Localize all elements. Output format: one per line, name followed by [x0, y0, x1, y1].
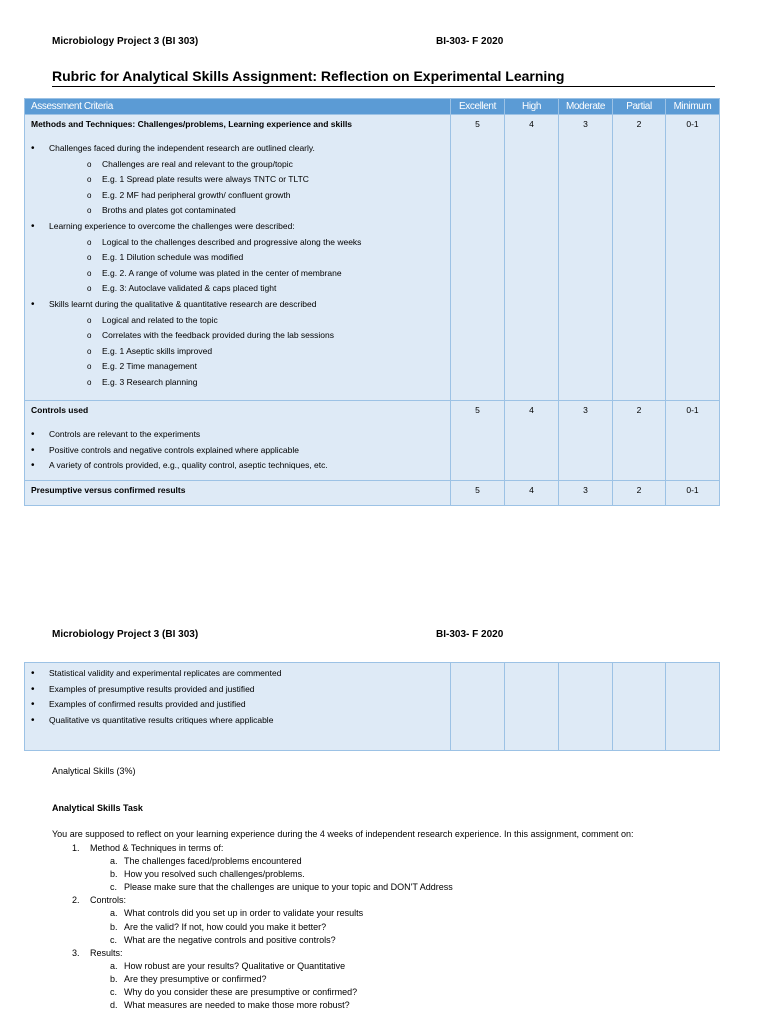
table-row — [25, 481, 720, 506]
score-moderate: 3 — [559, 115, 613, 401]
header-moderate: Moderate — [559, 99, 613, 115]
score-high: 4 — [505, 115, 559, 401]
list-item: • Statistical validity and experimental replicates are commented — [31, 666, 450, 682]
rubric-header-row — [25, 99, 720, 115]
score-minimum: 0-1 — [666, 115, 720, 401]
list-item: • Skills learnt during the qualitative & quantitative research are described o Logical and related to the topic o Correlates with the feedback provided during the lab sessions o E.g. 1 Aseptic skills improved o E.g. 2 Time management o E.g. 3 Research planning — [31, 297, 450, 391]
rubric-table-continued — [24, 662, 720, 751]
list-item: • Controls are relevant to the experiments — [31, 427, 450, 443]
list-item: • A variety of controls provided, e.g., quality control, aseptic techniques, etc. — [31, 458, 450, 474]
criteria-bullets — [31, 141, 450, 391]
rubric-table — [24, 98, 720, 506]
score-moderate: 3 — [559, 401, 613, 481]
criteria-bullets — [31, 666, 450, 728]
task-item-number: 1. — [72, 843, 80, 853]
list-item: o E.g. 1 Aseptic skills improved — [49, 344, 450, 360]
list-item: • Positive controls and negative controls explained where applicable — [31, 443, 450, 459]
score-excellent: 5 — [451, 481, 505, 506]
score-partial: 2 — [613, 115, 666, 401]
score-high: 4 — [505, 481, 559, 506]
score-excellent: 5 — [451, 401, 505, 481]
document-title: Rubric for Analytical Skills Assignment: Reflection on Experimental Learning — [52, 68, 715, 87]
task-item — [52, 947, 453, 1012]
list-item: • Learning experience to overcome the challenges were described: o Logical to the challenges described and progressive along the weeks o E.g. 1 Dilution schedule was modified o E.g. 2. A range of volume was plated in the center of membrane o E.g. 3: Autoclave validated & caps placed tight — [31, 219, 450, 297]
list-item: o E.g. 2. A range of volume was plated in the center of membrane — [49, 266, 450, 282]
task-title: Analytical Skills Task — [52, 803, 143, 813]
list-item: • Challenges faced during the independent research are outlined clearly. o Challenges are real and relevant to the group/topic o E.g. 1 Spread plate results were always TNTC or TLTC o E.g. 2 MF had peripheral growth/ confluent growth o Broths and plates got contaminated — [31, 141, 450, 219]
task-intro: You are supposed to reflect on your learning experience during the 4 weeks of independent research experience. In this assignment, comment on: — [52, 829, 634, 839]
list-item: o E.g. 2 Time management — [49, 359, 450, 375]
list-item: o E.g. 3 Research planning — [49, 375, 450, 391]
course-code: BI-303- F 2020 — [436, 629, 504, 640]
list-item: o E.g. 3: Autoclave validated & caps placed tight — [49, 281, 450, 297]
list-item: • Qualitative vs quantitative results critiques where applicable — [31, 713, 450, 729]
table-row — [25, 115, 720, 401]
score-cell — [666, 663, 720, 751]
criteria-title: Controls used — [31, 405, 89, 415]
task-list — [52, 842, 453, 1012]
table-row — [25, 401, 720, 481]
list-item: o E.g. 1 Dilution schedule was modified — [49, 250, 450, 266]
header-minimum: Minimum — [666, 99, 720, 115]
score-cell — [559, 663, 613, 751]
task-item-number: 3. — [72, 947, 80, 958]
score-excellent: 5 — [451, 115, 505, 401]
list-item: • Examples of presumptive results provided and justified — [31, 682, 450, 698]
header-excellent: Excellent — [451, 99, 505, 115]
task-item-label: Controls: — [90, 895, 127, 906]
list-item: o E.g. 1 Spread plate results were always TNTC or TLTC — [49, 172, 450, 188]
task-subitem: b. Are they presumptive or confirmed? — [110, 973, 267, 984]
score-minimum: 0-1 — [666, 481, 720, 506]
list-item: o Broths and plates got contaminated — [49, 203, 450, 219]
criteria-title: Presumptive versus confirmed results — [31, 485, 186, 495]
course-header: Microbiology Project 3 (BI 303) — [52, 36, 199, 47]
course-header: Microbiology Project 3 (BI 303) — [52, 629, 199, 640]
section-label: Analytical Skills (3%) — [52, 766, 136, 776]
header-partial: Partial — [613, 99, 666, 115]
score-cell — [505, 663, 559, 751]
score-cell — [613, 663, 666, 751]
criteria-cell — [25, 401, 451, 481]
score-moderate: 3 — [559, 481, 613, 506]
task-item-label: Results: — [90, 947, 123, 958]
task-subitem: a. What controls did you set up in order to validate your results — [110, 908, 364, 919]
task-subitem: b. Are the valid? If not, how could you make it better? — [110, 921, 327, 932]
task-subitem: c. Please make sure that the challenges are unique to your topic and DON'T Address — [110, 882, 453, 893]
score-cell — [451, 663, 505, 751]
criteria-cell — [25, 115, 451, 401]
task-subitem: b. How you resolved such challenges/problems. — [110, 869, 305, 880]
header-high: High — [505, 99, 559, 115]
score-high: 4 — [505, 401, 559, 481]
list-item: o Logical and related to the topic — [49, 313, 450, 329]
score-minimum: 0-1 — [666, 401, 720, 481]
task-subitem: a. The challenges faced/problems encountered — [110, 856, 302, 867]
task-item — [52, 842, 453, 894]
course-code: BI-303- F 2020 — [436, 36, 504, 47]
score-partial: 2 — [613, 401, 666, 481]
criteria-bullets — [31, 427, 450, 474]
task-item-number: 2. — [72, 895, 80, 906]
score-partial: 2 — [613, 481, 666, 506]
task-subitem: c. Why do you consider these are presumptive or confirmed? — [110, 987, 358, 998]
criteria-cell — [25, 663, 451, 751]
task-subitem: a. How robust are your results? Qualitative or Quantitative — [110, 960, 346, 971]
task-subitem: c. What are the negative controls and positive controls? — [110, 934, 336, 945]
table-row — [25, 663, 720, 751]
list-item: o E.g. 2 MF had peripheral growth/ confluent growth — [49, 188, 450, 204]
task-item-label: Method & Techniques in terms of: — [90, 843, 224, 853]
task-subitem: d. What measures are needed to make those more robust? — [110, 1000, 350, 1011]
criteria-cell — [25, 481, 451, 506]
list-item: o Correlates with the feedback provided during the lab sessions — [49, 328, 450, 344]
list-item: • Examples of confirmed results provided and justified — [31, 697, 450, 713]
header-assessment-criteria: Assessment Criteria — [25, 99, 451, 115]
list-item: o Challenges are real and relevant to the group/topic — [49, 157, 450, 173]
criteria-title: Methods and Techniques: Challenges/problems, Learning experience and skills — [31, 119, 353, 129]
task-item — [52, 894, 453, 946]
list-item: o Logical to the challenges described and progressive along the weeks — [49, 235, 450, 251]
